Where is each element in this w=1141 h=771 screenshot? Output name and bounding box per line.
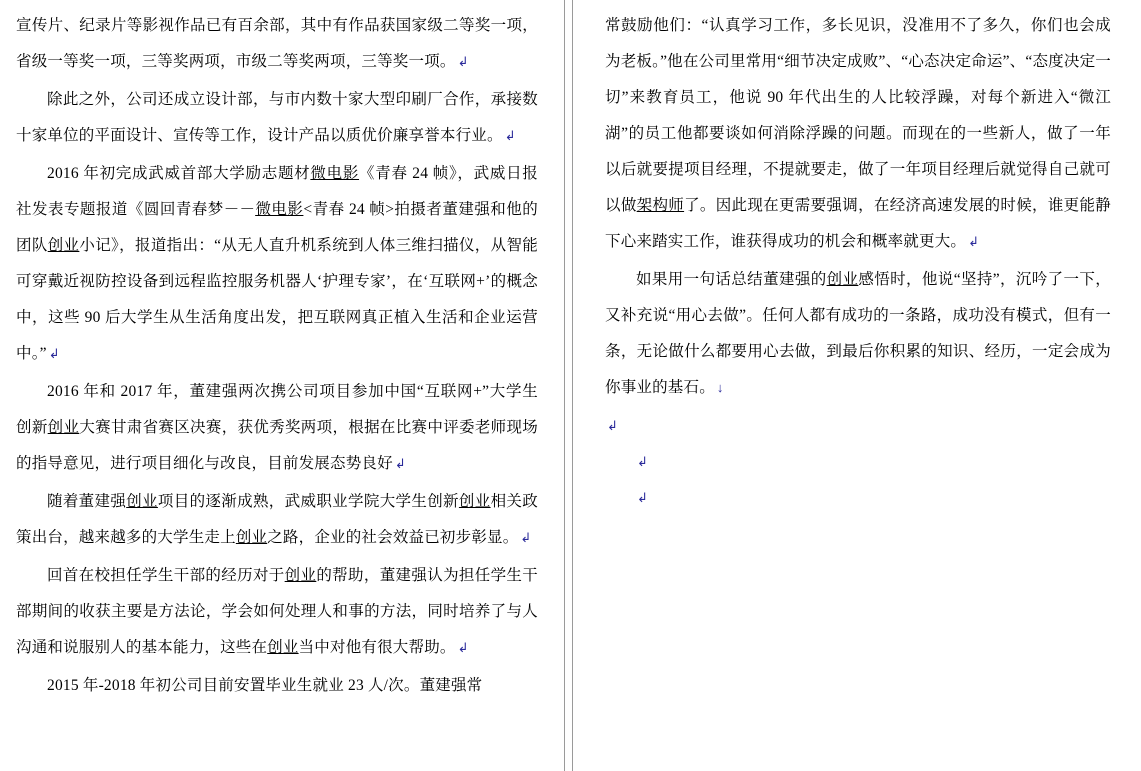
paragraph-end-mark: ↲ bbox=[457, 640, 469, 655]
paragraph bbox=[605, 262, 1111, 406]
paragraph-end-mark: ↲ bbox=[637, 490, 648, 505]
paragraph-text: 2016 年初完成武威首部大学励志题材微电影《青春 24 帧》，武威日报社发表专题报道《圆回青春梦－－微电影<青春 24 帧>拍摄者董建强和他的团队创业小记》，报道指出：“从无人直升机系统到人体三维扫描仪，从智能可穿戴近视防控设备到远程监控服务机器人‘护理专家’，在‘互联网+’的概念中，这些 90 后大学生从生活角度出发，把互联网真正植入生活和企业运营中。” bbox=[16, 165, 539, 362]
page-divider bbox=[558, 0, 580, 771]
paragraph bbox=[16, 558, 538, 666]
paragraph-text: 随着董建强创业项目的逐渐成熟，武威职业学院大学生创新创业相关政策出台，越来越多的大学生走上创业之路，企业的社会效益已初步彰显。 bbox=[16, 493, 538, 546]
page-edge-line-right bbox=[572, 0, 573, 771]
underlined-term: 微电影 bbox=[310, 165, 360, 182]
paragraph-end-mark: ↲ bbox=[968, 234, 980, 249]
right-page bbox=[580, 0, 1141, 771]
underlined-term: 创业 bbox=[826, 271, 859, 288]
paragraph bbox=[605, 8, 1111, 260]
paragraph-end-mark: ↲ bbox=[607, 418, 618, 433]
underlined-term: 创业 bbox=[47, 237, 80, 254]
empty-paragraph bbox=[605, 408, 1111, 444]
page-edge-line-left bbox=[564, 0, 565, 771]
paragraph-text: 如果用一句话总结董建强的创业感悟时，他说“坚持”，沉吟了一下，又补充说“用心去做”。任何人都有成功的一条路，成功没有模式，但有一条，无论做什么都要用心去做，到最后你积累的知识、经历，一定会成为你事业的基石。 bbox=[605, 271, 1111, 396]
paragraph-text: 常鼓励他们：“认真学习工作，多长见识，没准用不了多久，你们也会成为老板。”他在公司里常用“细节决定成败”、“心态决定命运”、“态度决定一切”来教育员工，他说 90 年代出生的人比较浮躁，对每个新进入“微江湖”的员工他都要谈如何消除浮躁的问题。而现在的一些新人，做了一年以后就要提项目经理，不提就要走，做了一年项目经理后就觉得自己就可以做架构师了。因此现在更需要强调，在经济高速发展的时候，谁更能静下心来踏实工作，谁获得成功的机会和概率就更大。 bbox=[605, 17, 1111, 250]
underlined-term: 创业 bbox=[458, 493, 491, 510]
paragraph-end-mark: ↲ bbox=[504, 128, 516, 143]
paragraph bbox=[16, 374, 538, 482]
underlined-term: 微电影 bbox=[255, 201, 304, 218]
underlined-term: 创业 bbox=[235, 529, 268, 546]
paragraph-end-mark: ↲ bbox=[394, 456, 406, 471]
underlined-term: 架构师 bbox=[636, 197, 685, 214]
paragraph bbox=[16, 156, 538, 372]
empty-paragraph bbox=[605, 444, 1111, 480]
paragraph-text: 宣传片、纪录片等影视作品已有百余部，其中有作品获国家级二等奖一项，省级一等奖一项，三等奖两项，市级二等奖两项，三等奖一项。 bbox=[16, 17, 538, 70]
paragraph-text: 2015 年-2018 年初公司目前安置毕业生就业 23 人/次。董建强常 bbox=[47, 677, 483, 694]
empty-paragraph bbox=[605, 480, 1111, 516]
paragraph bbox=[16, 8, 538, 80]
paragraph-text: 除此之外，公司还成立设计部，与市内数十家大型印刷厂合作，承接数十家单位的平面设计、宣传等工作，设计产品以质优价廉享誉本行业。 bbox=[16, 91, 538, 144]
paragraph bbox=[16, 484, 538, 556]
paragraph bbox=[16, 668, 538, 704]
paragraph-text: 2016 年和 2017 年，董建强两次携公司项目参加中国“互联网+”大学生创新创业大赛甘肃省赛区决赛，获优秀奖两项，根据在比赛中评委老师现场的指导意见，进行项目细化与改良，目前发展态势良好 bbox=[16, 383, 539, 472]
paragraph-end-mark: ↓ bbox=[716, 380, 724, 395]
underlined-term: 创业 bbox=[126, 493, 158, 510]
paragraph-end-mark: ↲ bbox=[520, 530, 532, 545]
paragraph-end-mark: ↲ bbox=[457, 54, 469, 69]
paragraph-text: 回首在校担任学生干部的经历对于创业的帮助，董建强认为担任学生干部期间的收获主要是方法论，学会如何处理人和事的方法，同时培养了与人沟通和说服别人的基本能力，这些在创业当中对他有很大帮助。 bbox=[16, 567, 538, 656]
paragraph bbox=[16, 82, 538, 154]
paragraph-end-mark: ↲ bbox=[48, 346, 60, 361]
left-page bbox=[0, 0, 558, 771]
underlined-term: 创业 bbox=[47, 419, 80, 436]
paragraph-end-mark: ↲ bbox=[637, 454, 648, 469]
underlined-term: 创业 bbox=[267, 639, 299, 656]
underlined-term: 创业 bbox=[284, 567, 317, 584]
